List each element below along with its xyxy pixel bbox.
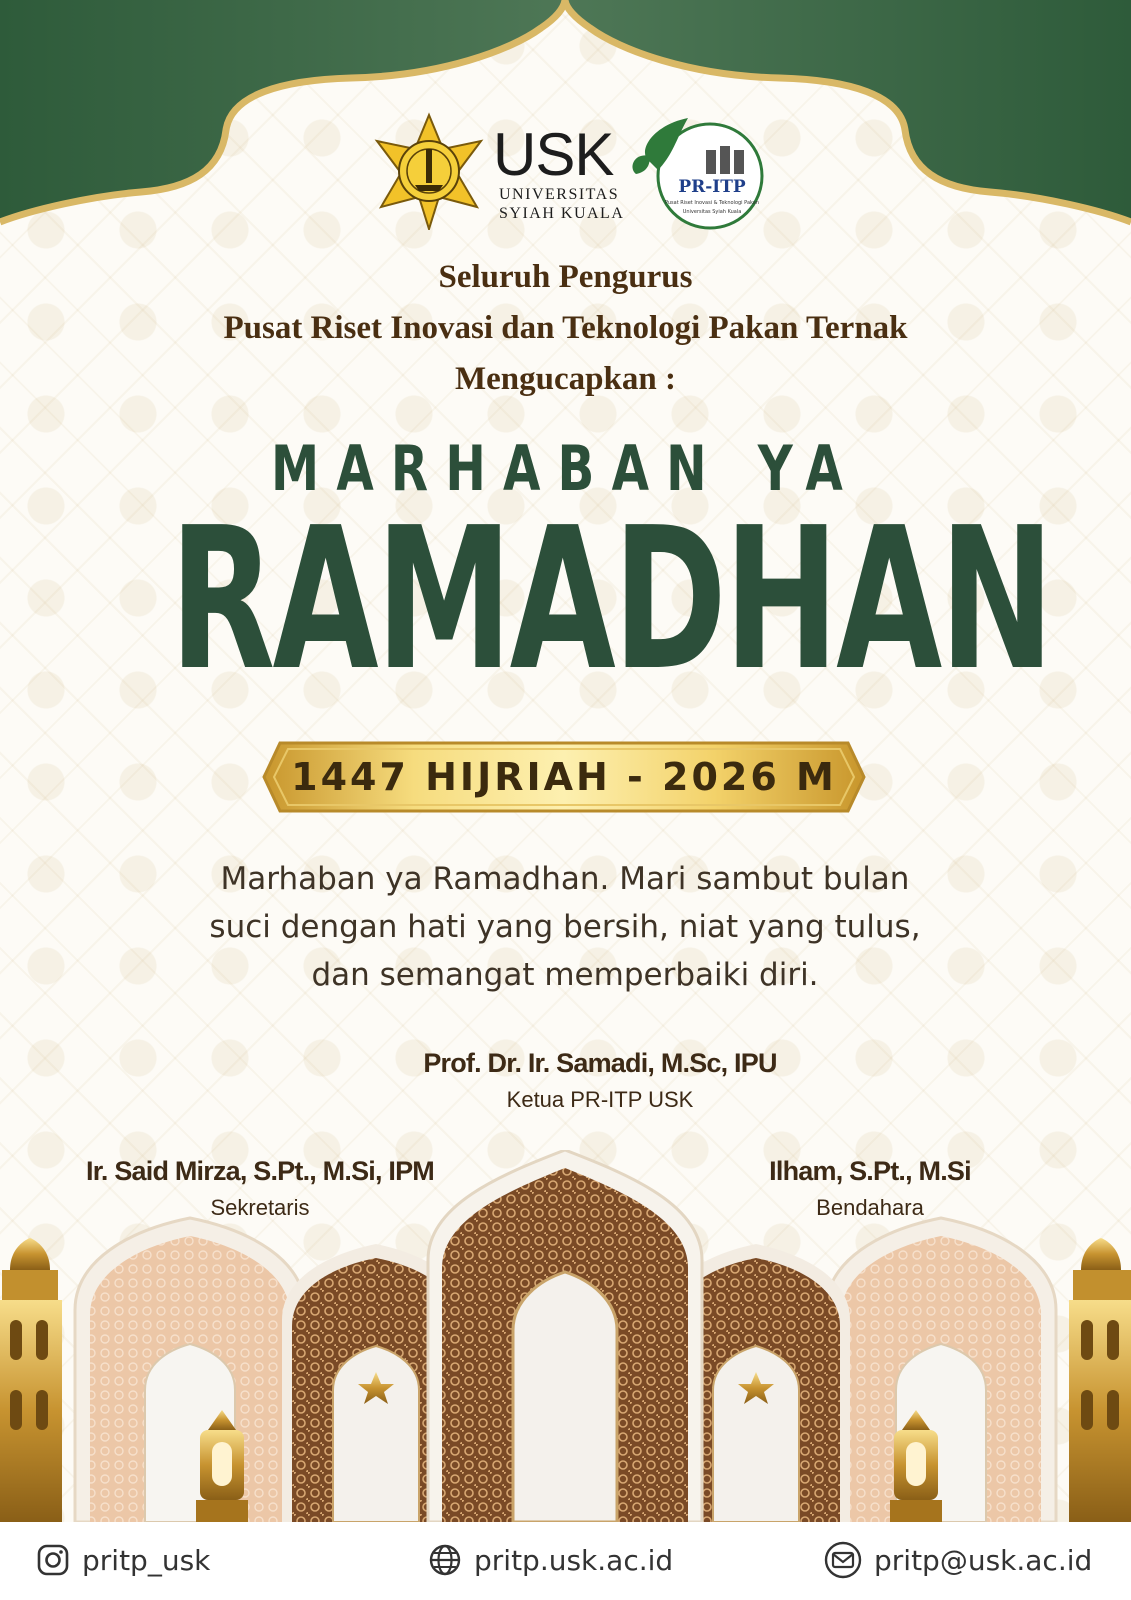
footer-website[interactable] [428,1538,673,1582]
treasurer-name: Ilham, S.Pt., M.Si [769,1156,971,1186]
globe-icon [428,1543,462,1577]
usk-seal-logo [370,112,488,230]
usk-wordmark [493,121,625,223]
pritp-name: PR-ITP [678,177,746,197]
pritp-logo [628,110,774,236]
instagram-handle: pritp_usk [82,1543,211,1577]
message-line-3: dan semangat memperbaiki diri. [311,957,819,993]
message-line-2: suci dengan hati yang bersih, niat yang tulus, [209,909,921,945]
intro-line-2: Pusat Riset Inovasi dan Teknologi Pakan Ternak [223,310,908,346]
chair-role: Ketua PR-ITP USK [506,1087,694,1112]
right-minaret [1069,1238,1131,1522]
signatory-chair [380,1048,820,1113]
chair-name: Prof. Dr. Ir. Samadi, M.Sc, IPU [423,1048,777,1078]
message-line-1: Marhaban ya Ramadhan. Mari sambut bulan [220,861,910,897]
greeting-message [165,855,965,999]
footer-email[interactable] [824,1538,1092,1582]
pritp-university: Universitas Syiah Kuala [682,209,742,215]
mosque-arches-illustration [0,1150,1131,1522]
year-badge-text: 1447 HIJRIAH - 2026 M [291,755,837,799]
headline-marhaban: MARHABAN YA [271,432,860,505]
intro-line-1: Seluruh Pengurus [438,259,693,295]
pritp-subtitle: Pusat Riset Inovasi & Teknologi Pakan [664,200,760,206]
usk-line1: UNIVERSITAS [499,186,620,203]
website-url: pritp.usk.ac.id [474,1543,674,1577]
instagram-icon [36,1543,70,1577]
mail-icon [824,1541,862,1579]
left-minaret [0,1238,62,1522]
headline-ramadhan: RAMADHAN [169,486,1052,714]
footer-instagram[interactable] [36,1538,210,1582]
secretary-name: Ir. Said Mirza, S.Pt., M.Si, IPM [86,1156,434,1186]
treasurer-role: Bendahara [816,1195,924,1220]
usk-name: USK [493,121,614,188]
secretary-role: Sekretaris [210,1195,310,1220]
email-address: pritp@usk.ac.id [874,1543,1093,1577]
intro-line-3: Mengucapkan : [455,361,676,397]
usk-line2: SYIAH KUALA [499,205,625,222]
